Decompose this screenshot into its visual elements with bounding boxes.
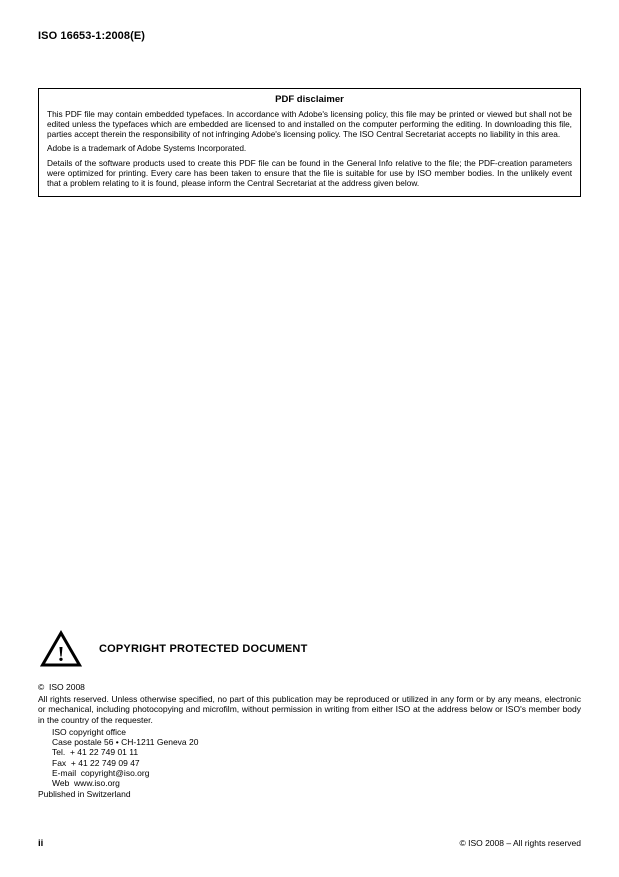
copyright-protected-heading: COPYRIGHT PROTECTED DOCUMENT: [99, 643, 308, 655]
address-line-fax: Fax + 41 22 749 09 47: [52, 757, 140, 768]
footer-page-number: ii: [38, 838, 44, 849]
document-reference: ISO 16653-1:2008(E): [38, 30, 146, 42]
address-line-email: E-mail copyright@iso.org: [52, 767, 150, 778]
copyright-line: © ISO 2008: [38, 682, 85, 692]
pdf-disclaimer-box: [38, 88, 581, 197]
address-line-postal: Case postale 56 • CH-1211 Geneva 20: [52, 737, 199, 748]
address-line-web: Web www.iso.org: [52, 778, 120, 789]
disclaimer-paragraph: This PDF file may contain embedded typefaces. In accordance with Adobe's licensing policy, this file may be printed or viewed but shall not be edited unless the typefaces which are embedded are licensed to and installed on the computer performing the editing. In downloading this file, parties accept therein the responsibility of not infringing Adobe's licensing policy. The ISO Central Secretariat accepts no liability in this area.: [47, 109, 572, 139]
address-line-office: ISO copyright office: [52, 727, 127, 737]
address-line-tel: Tel. + 41 22 749 01 11: [52, 747, 139, 758]
footer-copyright: © ISO 2008 – All rights reserved: [459, 838, 581, 848]
copyright-header-row: [40, 630, 308, 668]
published-line: Published in Switzerland: [38, 789, 131, 799]
rights-paragraph: All rights reserved. Unless otherwise specified, no part of this publication may be reproduced or utilized in any form or by any means, electronic or mechanical, including photocopying and microfilm, without permission in writing from either ISO at the address below or ISO's member body in the country of the requester.: [38, 694, 581, 725]
warning-triangle-icon: [40, 630, 82, 668]
disclaimer-paragraph: Adobe is a trademark of Adobe Systems Incorporated.: [47, 143, 247, 154]
page-footer: [38, 838, 581, 849]
svg-text:!: !: [57, 642, 65, 666]
pdf-disclaimer-title: PDF disclaimer: [275, 94, 344, 105]
address-block: [52, 727, 198, 788]
disclaimer-paragraph: Details of the software products used to create this PDF file can be found in the General Info relative to the file; the PDF-creation parameters were optimized for printing. Every care has been taken to ensure that the file is suitable for use by ISO member bodies. In the unlikely event that a problem relating to it is found, please inform the Central Secretariat at the address given below.: [47, 158, 572, 188]
